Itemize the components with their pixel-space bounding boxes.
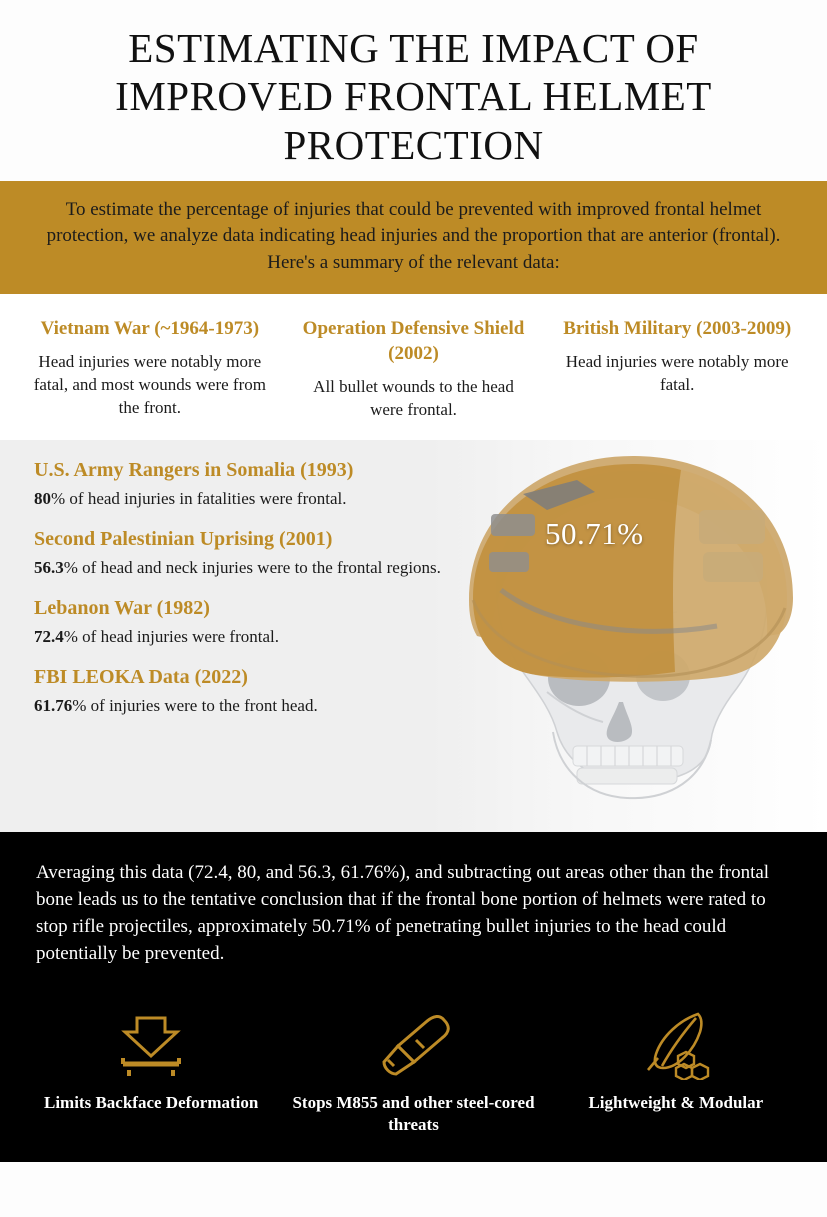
stat-text: % of injuries were to the front head. [72, 695, 318, 715]
features-row [0, 986, 827, 1162]
teeth [573, 746, 683, 784]
data-section [0, 440, 827, 832]
fact-title: Vietnam War (~1964-1973) [40, 317, 260, 339]
bullet-icon [282, 1010, 544, 1080]
feature-backface-deformation [20, 1010, 282, 1136]
helmet-shell [469, 456, 793, 682]
stat-value: 72.4 [34, 626, 64, 646]
list-item [34, 458, 454, 511]
stat-text: % of head and neck injuries were to the frontal regions. [63, 557, 441, 577]
backface-deformation-icon [20, 1010, 282, 1080]
stat-heading: U.S. Army Rangers in Somalia (1993) [34, 458, 354, 481]
fact-title: Operation Defensive Shield (2002) [302, 317, 525, 364]
stat-value: 80 [34, 488, 51, 508]
list-item [34, 665, 454, 718]
fact-title: British Military (2003-2009) [563, 317, 792, 339]
feature-stops-m855 [282, 1010, 544, 1136]
feature-label: Lightweight & Modular [588, 1092, 764, 1112]
stat-text: % of head injuries in fatalities were frontal. [51, 488, 347, 508]
feather-honeycomb-icon [545, 1010, 807, 1080]
fact-body: Head injuries were notably more fatal, and most wounds were from the front. [33, 351, 266, 417]
feature-lightweight-modular [545, 1010, 807, 1136]
conclusion-text: Averaging this data (72.4, 80, and 56.3, 61.76%), and subtracting out areas other than the frontal bone leads us to the tentative conclusion that if the frontal bone portion of helmets were rated to stop rifle projectiles, approximately 50.71% of penetrating bullet injuries to the head could potentially be prevented. [36, 861, 770, 964]
skull-illustration [427, 440, 827, 832]
intro-band [0, 181, 827, 294]
stat-heading: FBI LEOKA Data (2022) [34, 665, 248, 688]
helmet-rail-mid [489, 552, 529, 572]
fact-card [18, 316, 282, 422]
stat-body [34, 626, 454, 649]
stat-heading: Second Palestinian Uprising (2001) [34, 527, 333, 550]
stat-body [34, 695, 454, 718]
facts-row [0, 294, 827, 440]
helmet-rail-front [491, 514, 535, 536]
title-block [0, 0, 827, 181]
stat-heading: Lebanon War (1982) [34, 596, 210, 619]
stat-body [34, 557, 454, 580]
statistics-list [34, 458, 454, 734]
stat-text: % of head injuries were frontal. [63, 626, 279, 646]
conclusion-band [0, 832, 827, 986]
helmet-velcro-patch-2 [703, 552, 763, 582]
fact-card [545, 316, 809, 422]
stat-value: 61.76 [34, 695, 73, 715]
stat-body [34, 488, 454, 511]
helmet-velcro-patch [699, 510, 765, 544]
stat-value: 56.3 [34, 557, 64, 577]
percent-label: 50.71% [545, 515, 644, 551]
intro-text: To estimate the percentage of injuries that could be prevented with improved frontal helmet protection, we analyze data indicating head injuries and the proportion that are anterior (frontal). Here's a summary of the relevant data: [46, 199, 781, 273]
fact-body: All bullet wounds to the head were frontal. [313, 376, 514, 419]
list-item [34, 596, 454, 649]
skull-helmet-svg [427, 440, 827, 832]
fact-card [282, 316, 546, 422]
page-title: ESTIMATING THE IMPACT OF IMPROVED FRONTAL HELMET PROTECTION [115, 25, 712, 168]
feature-label: Stops M855 and other steel-cored threats [292, 1092, 535, 1134]
list-item [34, 527, 454, 580]
feature-label: Limits Backface Deformation [43, 1092, 259, 1112]
fact-body: Head injuries were notably more fatal. [565, 351, 789, 394]
